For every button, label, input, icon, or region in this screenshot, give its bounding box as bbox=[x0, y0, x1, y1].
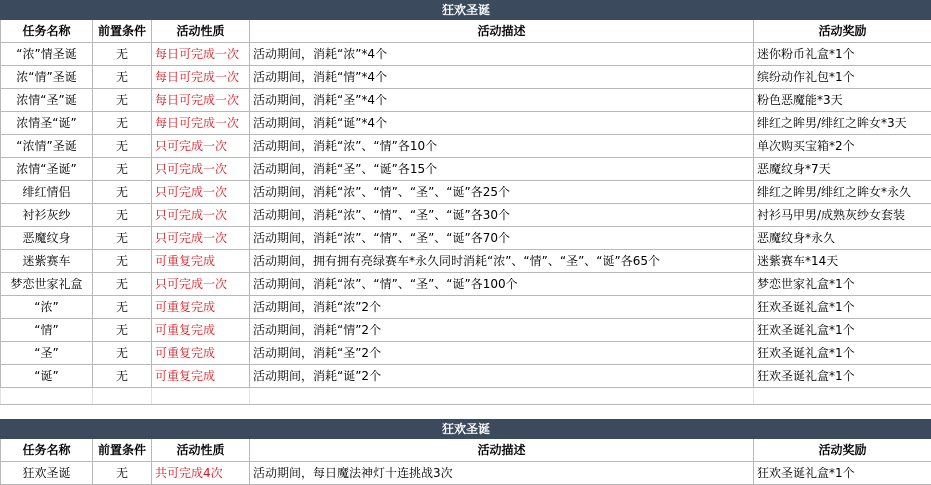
activity-type-cell: 只可完成一次 bbox=[152, 204, 250, 227]
header-prerequisite: 前置条件 bbox=[93, 20, 152, 43]
activity-type-cell: 每日可完成一次 bbox=[152, 112, 250, 135]
activity-type-cell: 每日可完成一次 bbox=[152, 89, 250, 112]
prerequisite-cell: 无 bbox=[93, 181, 152, 204]
prerequisite-cell: 无 bbox=[93, 43, 152, 66]
description-cell: 活动期间，消耗“浓”2个 bbox=[250, 296, 754, 319]
table-row bbox=[1, 181, 931, 204]
reward-cell: 绯红之眸男/绯红之眸女*永久 bbox=[754, 181, 931, 204]
reward-cell: 梦恋世家礼盒*1个 bbox=[754, 273, 931, 296]
prerequisite-cell: 无 bbox=[93, 204, 152, 227]
prerequisite-cell: 无 bbox=[93, 365, 152, 388]
task-name-cell: 迷紫赛车 bbox=[1, 250, 93, 273]
prerequisite-cell: 无 bbox=[93, 319, 152, 342]
spacer-row bbox=[1, 388, 931, 405]
activity-type-cell: 共可完成4次 bbox=[152, 462, 250, 485]
reward-cell: 狂欢圣诞礼盒*1个 bbox=[754, 462, 931, 485]
activity-type-cell: 可重复完成 bbox=[152, 342, 250, 365]
table-row bbox=[1, 296, 931, 319]
task-name-cell: “情” bbox=[1, 319, 93, 342]
task-name-cell: 浓情“圣”诞 bbox=[1, 89, 93, 112]
spacer-row bbox=[1, 405, 931, 420]
reward-cell: 迷紫赛车*14天 bbox=[754, 250, 931, 273]
description-cell: 活动期间，消耗“情”*4个 bbox=[250, 66, 754, 89]
header-row bbox=[1, 439, 931, 462]
prerequisite-cell: 无 bbox=[93, 462, 152, 485]
task-name-cell: 梦恋世家礼盒 bbox=[1, 273, 93, 296]
task-name-cell: 浓情“圣诞” bbox=[1, 158, 93, 181]
description-cell: 活动期间，消耗“浓”、“情”、“圣”、“诞”各25个 bbox=[250, 181, 754, 204]
activity-type-cell: 可重复完成 bbox=[152, 250, 250, 273]
header-task-name: 任务名称 bbox=[1, 20, 93, 43]
prerequisite-cell: 无 bbox=[93, 296, 152, 319]
activity-type-cell: 只可完成一次 bbox=[152, 227, 250, 250]
prerequisite-cell: 无 bbox=[93, 89, 152, 112]
header-row bbox=[1, 20, 931, 43]
table-row bbox=[1, 462, 931, 485]
reward-cell: 狂欢圣诞礼盒*1个 bbox=[754, 342, 931, 365]
activity-type-cell: 只可完成一次 bbox=[152, 273, 250, 296]
task-name-cell: 绯红情侣 bbox=[1, 181, 93, 204]
table-row bbox=[1, 204, 931, 227]
reward-cell: 衬衫马甲男/成熟灰纱女套装 bbox=[754, 204, 931, 227]
task-name-cell: 浓情圣“诞” bbox=[1, 112, 93, 135]
table-row bbox=[1, 365, 931, 388]
description-cell: 活动期间，消耗“浓”、“情”、“圣”、“诞”各100个 bbox=[250, 273, 754, 296]
description-cell: 活动期间，消耗“浓”、“情”各10个 bbox=[250, 135, 754, 158]
activity-type-cell: 每日可完成一次 bbox=[152, 66, 250, 89]
prerequisite-cell: 无 bbox=[93, 250, 152, 273]
activity-type-cell: 每日可完成一次 bbox=[152, 43, 250, 66]
description-cell: 活动期间，消耗“圣”、“诞”各15个 bbox=[250, 158, 754, 181]
description-cell: 活动期间，每日魔法神灯十连挑战3次 bbox=[250, 462, 754, 485]
table-row bbox=[1, 158, 931, 181]
table-row bbox=[1, 250, 931, 273]
description-cell: 活动期间，消耗“诞”2个 bbox=[250, 365, 754, 388]
reward-cell: 狂欢圣诞礼盒*1个 bbox=[754, 296, 931, 319]
reward-cell: 绯红之眸男/绯红之眸女*3天 bbox=[754, 112, 931, 135]
reward-cell: 粉色恶魔能*3天 bbox=[754, 89, 931, 112]
prerequisite-cell: 无 bbox=[93, 342, 152, 365]
activity-type-cell: 可重复完成 bbox=[152, 319, 250, 342]
description-cell: 活动期间，消耗“浓”、“情”、“圣”、“诞”各30个 bbox=[250, 204, 754, 227]
task-name-cell: “浓情”圣诞 bbox=[1, 135, 93, 158]
table-row bbox=[1, 227, 931, 250]
task-name-cell: “浓” bbox=[1, 296, 93, 319]
table-row bbox=[1, 66, 931, 89]
description-cell: 活动期间，消耗“圣”2个 bbox=[250, 342, 754, 365]
reward-cell: 恶魔纹身*永久 bbox=[754, 227, 931, 250]
table-row bbox=[1, 135, 931, 158]
task-name-cell: 狂欢圣诞 bbox=[1, 462, 93, 485]
reward-cell: 迷你粉币礼盒*1个 bbox=[754, 43, 931, 66]
description-cell: 活动期间，消耗“圣”*4个 bbox=[250, 89, 754, 112]
header-reward: 活动奖励 bbox=[754, 20, 931, 43]
prerequisite-cell: 无 bbox=[93, 273, 152, 296]
task-name-cell: “圣” bbox=[1, 342, 93, 365]
prerequisite-cell: 无 bbox=[93, 112, 152, 135]
description-cell: 活动期间，消耗“浓”*4个 bbox=[250, 43, 754, 66]
description-cell: 活动期间，消耗“浓”、“情”、“圣”、“诞”各70个 bbox=[250, 227, 754, 250]
reward-cell: 单次购买宝箱*2个 bbox=[754, 135, 931, 158]
activity-type-cell: 可重复完成 bbox=[152, 365, 250, 388]
header-description: 活动描述 bbox=[250, 439, 754, 462]
section-title-row bbox=[1, 1, 931, 20]
description-cell: 活动期间，消耗“诞”*4个 bbox=[250, 112, 754, 135]
task-name-cell: 浓“情”圣诞 bbox=[1, 66, 93, 89]
table-row bbox=[1, 273, 931, 296]
header-prerequisite: 前置条件 bbox=[93, 439, 152, 462]
description-cell: 活动期间，消耗“情”2个 bbox=[250, 319, 754, 342]
task-name-cell: 恶魔纹身 bbox=[1, 227, 93, 250]
header-activity-type: 活动性质 bbox=[152, 20, 250, 43]
prerequisite-cell: 无 bbox=[93, 158, 152, 181]
table-row bbox=[1, 112, 931, 135]
reward-cell: 缤纷动作礼包*1个 bbox=[754, 66, 931, 89]
table-row bbox=[1, 43, 931, 66]
table-row bbox=[1, 319, 931, 342]
header-description: 活动描述 bbox=[250, 20, 754, 43]
header-reward: 活动奖励 bbox=[754, 439, 931, 462]
header-task-name: 任务名称 bbox=[1, 439, 93, 462]
task-name-cell: “浓”情圣诞 bbox=[1, 43, 93, 66]
section-title: 狂欢圣诞 bbox=[1, 1, 931, 20]
reward-cell: 狂欢圣诞礼盒*1个 bbox=[754, 365, 931, 388]
table-row bbox=[1, 89, 931, 112]
description-cell: 活动期间，拥有拥有亮绿赛车*永久同时消耗“浓”、“情”、“圣”、“诞”各65个 bbox=[250, 250, 754, 273]
header-activity-type: 活动性质 bbox=[152, 439, 250, 462]
prerequisite-cell: 无 bbox=[93, 135, 152, 158]
prerequisite-cell: 无 bbox=[93, 227, 152, 250]
task-name-cell: 衬衫灰纱 bbox=[1, 204, 93, 227]
activity-type-cell: 只可完成一次 bbox=[152, 135, 250, 158]
section-title-row bbox=[1, 420, 931, 439]
activity-type-cell: 可重复完成 bbox=[152, 296, 250, 319]
activity-type-cell: 只可完成一次 bbox=[152, 181, 250, 204]
section-title: 狂欢圣诞 bbox=[1, 420, 931, 439]
reward-cell: 恶魔纹身*7天 bbox=[754, 158, 931, 181]
task-name-cell: “诞” bbox=[1, 365, 93, 388]
activity-type-cell: 只可完成一次 bbox=[152, 158, 250, 181]
prerequisite-cell: 无 bbox=[93, 66, 152, 89]
table-row bbox=[1, 342, 931, 365]
reward-cell: 狂欢圣诞礼盒*1个 bbox=[754, 319, 931, 342]
